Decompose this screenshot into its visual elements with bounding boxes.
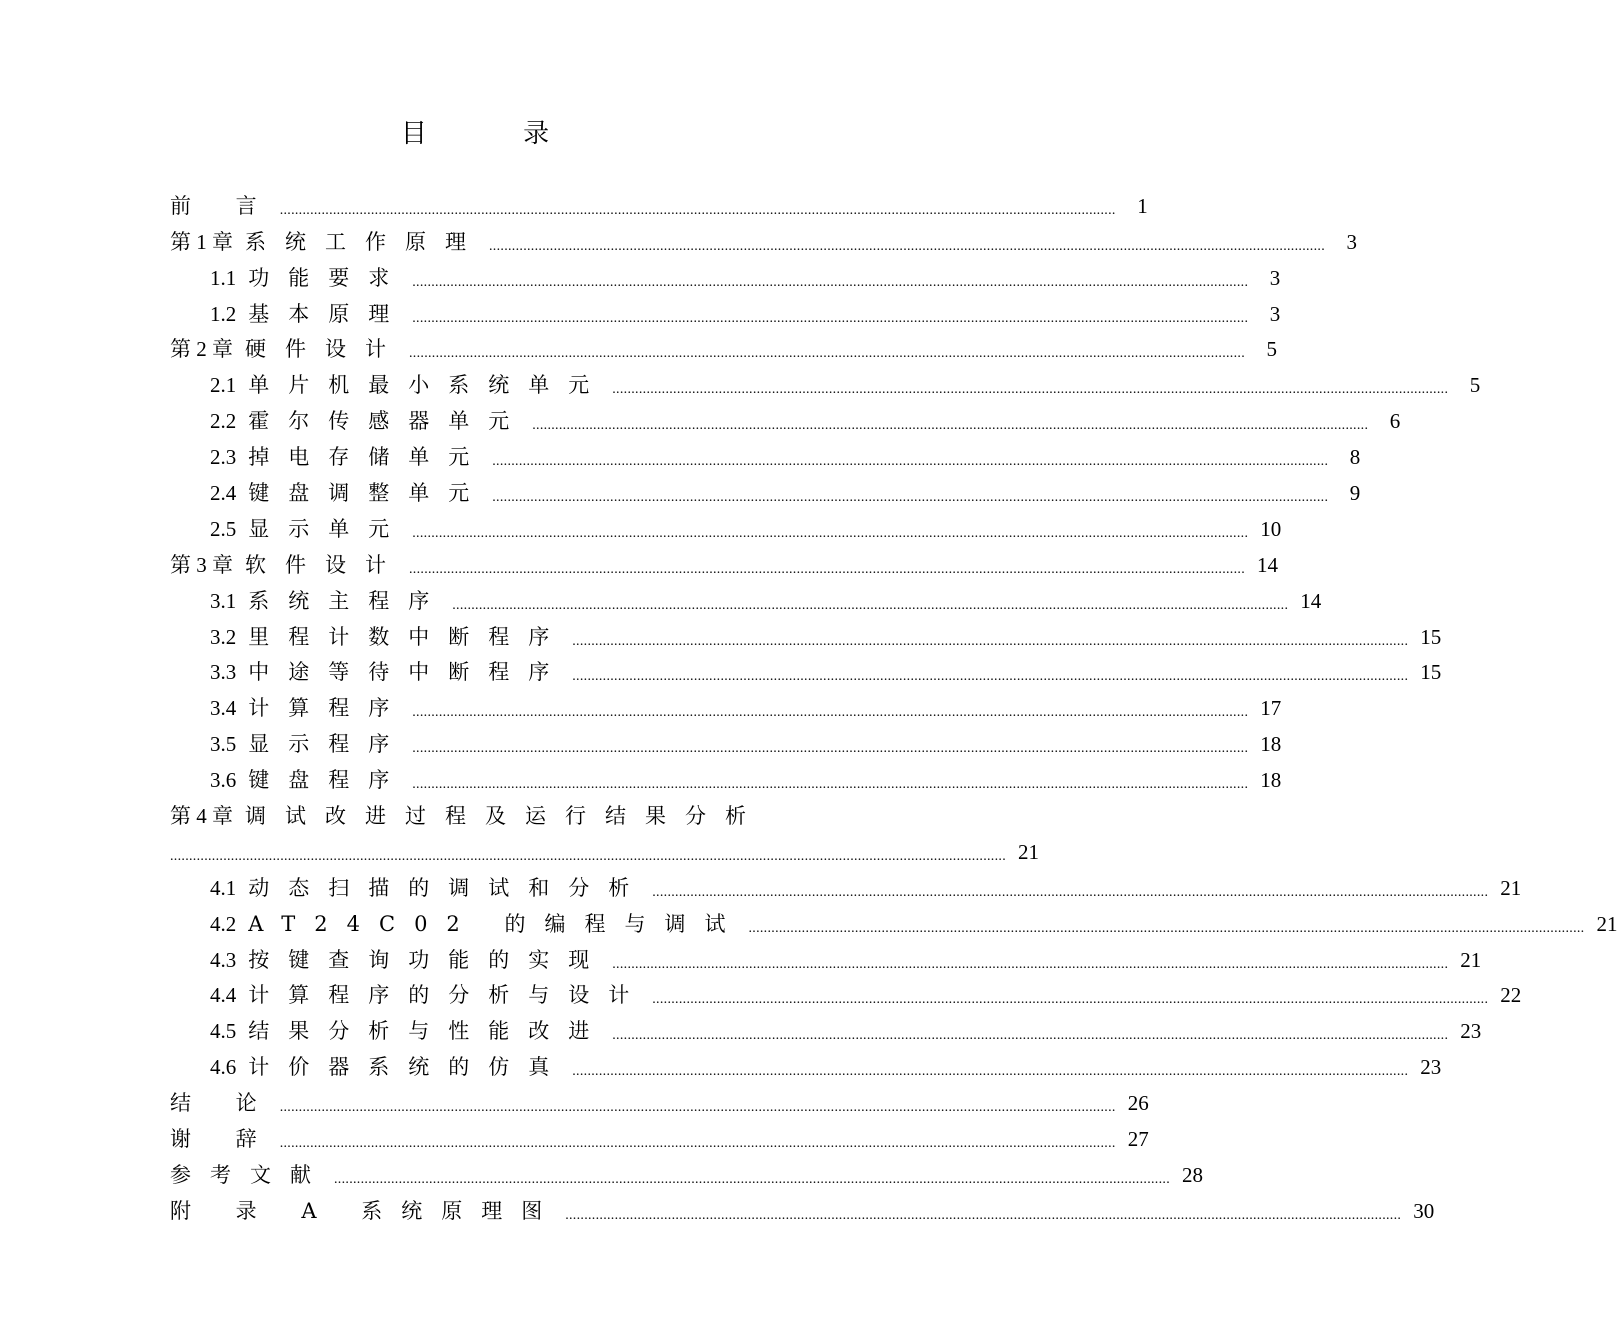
toc-entry-number: 2.1 — [210, 373, 237, 398]
toc-entry-label — [210, 726, 408, 762]
toc-entry[interactable] — [170, 978, 1522, 1014]
toc-entry-title: 计价器系统的仿真 — [248, 1055, 569, 1080]
toc-entry-label — [210, 1049, 568, 1085]
toc-entry[interactable] — [170, 260, 1281, 296]
toc-entry-number: 3.1 — [210, 588, 237, 613]
toc-dot-leader: ............................................................................................................................................................................................................................ — [170, 848, 1006, 864]
toc-entry-title: 参考文献 — [170, 1162, 330, 1187]
toc-entry[interactable] — [170, 906, 1617, 942]
toc-entry-title: 中途等待中断程序 — [248, 660, 569, 685]
toc-entry-label — [210, 942, 608, 978]
toc-entry-title: 调试改进过程及运行结果分析 — [245, 804, 765, 829]
toc-entry[interactable] — [170, 224, 1357, 260]
toc-page-number: 5 — [1469, 373, 1481, 398]
toc-entry-title: 系统主程序 — [248, 588, 449, 613]
toc-entry-title: 功能要求 — [248, 265, 409, 290]
toc-entry[interactable] — [170, 367, 1481, 403]
toc-dot-leader: ............................................................................................................................................................................................................................ — [412, 310, 1249, 326]
toc-entry-title: 单片机最小系统单元 — [248, 373, 609, 398]
toc-dot-leader: ............................................................................................................................................................................................................................ — [279, 1100, 1116, 1116]
toc-page-number: 21 — [1460, 947, 1482, 972]
toc-entry-title: 软件设计 — [245, 552, 405, 577]
toc-entry-title: 前 言 — [170, 193, 276, 218]
toc-page-number: 1 — [1137, 193, 1148, 218]
toc-entry-label — [170, 1085, 276, 1121]
toc-page-number: 21 — [1596, 911, 1617, 936]
toc-dot-leader: ............................................................................................................................................................................................................................ — [279, 1136, 1116, 1152]
toc-entry-label — [210, 403, 528, 439]
toc-entry[interactable] — [170, 870, 1522, 906]
toc-page-number: 14 — [1300, 588, 1322, 613]
toc-dot-leader: ............................................................................................................................................................................................................................ — [572, 1064, 1409, 1080]
toc-entry-label — [170, 224, 485, 260]
toc-dot-leader: ............................................................................................................................................................................................................................ — [412, 525, 1249, 541]
toc-entry-label — [210, 977, 648, 1013]
toc-entry-title: 附 录 A 系统原理图 — [170, 1198, 562, 1223]
toc-entry-title: 显示程序 — [248, 732, 409, 757]
toc-page-number: 6 — [1389, 409, 1401, 434]
toc-dot-leader: ............................................................................................................................................................................................................................ — [492, 454, 1329, 470]
toc-entry-number: 3.6 — [210, 768, 237, 793]
toc-page-number: 3 — [1269, 265, 1281, 290]
toc-entry-number: 3.2 — [210, 624, 237, 649]
toc-dot-leader: ............................................................................................................................................................................................................................ — [279, 202, 1116, 218]
toc-dot-leader: ............................................................................................................................................................................................................................ — [572, 633, 1409, 649]
toc-entry[interactable] — [170, 619, 1442, 655]
toc-dot-leader: ............................................................................................................................................................................................................................ — [489, 238, 1325, 254]
toc-dot-leader: ............................................................................................................................................................................................................................ — [612, 956, 1449, 972]
toc-entry-number: 4.4 — [210, 983, 237, 1008]
toc-dot-leader: ............................................................................................................................................................................................................................ — [532, 418, 1369, 434]
toc-entry-number: 4.3 — [210, 947, 237, 972]
toc-dot-leader: ............................................................................................................................................................................................................................ — [334, 1171, 1170, 1187]
toc-entry-number: 3.5 — [210, 732, 237, 757]
toc-entry-title: 霍尔传感器单元 — [248, 409, 529, 434]
toc-entry-label — [170, 1157, 330, 1193]
toc-entry[interactable] — [170, 798, 818, 834]
toc-entry-title: 硬件设计 — [245, 337, 405, 362]
toc-dot-leader: ............................................................................................................................................................................................................................ — [409, 346, 1245, 362]
toc-entry[interactable] — [170, 1013, 1482, 1049]
toc-page-number: 26 — [1127, 1091, 1149, 1116]
toc-entry-title: 键盘程序 — [248, 768, 409, 793]
toc-page-number: 5 — [1266, 337, 1277, 362]
toc-entry-number: 3.4 — [210, 696, 237, 721]
toc-entry-label — [210, 583, 448, 619]
toc-title: 目 录 — [400, 119, 594, 149]
toc-page-number: 3 — [1346, 229, 1357, 254]
toc-dot-leader: ............................................................................................................................................................................................................................ — [492, 490, 1329, 506]
toc-entry-label — [210, 690, 408, 726]
toc-page-number: 23 — [1460, 1019, 1482, 1044]
toc-entry-label — [170, 1121, 276, 1157]
toc-entry-title: 系统工作原理 — [245, 229, 485, 254]
toc-dot-leader: ............................................................................................................................................................................................................................ — [412, 274, 1249, 290]
toc-page-number: 10 — [1260, 516, 1282, 541]
toc-page-number: 14 — [1257, 552, 1278, 577]
toc-dot-leader: ............................................................................................................................................................................................................................ — [652, 992, 1489, 1008]
toc-entry[interactable] — [170, 475, 1361, 511]
toc-entry-number: 4.5 — [210, 1019, 237, 1044]
toc-entry[interactable] — [170, 1085, 1149, 1121]
toc-entry[interactable] — [170, 188, 1148, 224]
toc-entry[interactable] — [170, 332, 1277, 368]
toc-dot-leader: ............................................................................................................................................................................................................................ — [565, 1207, 1402, 1223]
toc-entry[interactable] — [170, 1157, 1203, 1193]
toc-entry-number: 4.2 — [210, 911, 237, 936]
toc-entry-number: 2.5 — [210, 516, 237, 541]
toc-entry-label — [170, 1193, 561, 1229]
toc-entry-title: 结 论 — [170, 1091, 276, 1116]
toc-entry-title: 里程计数中断程序 — [248, 624, 569, 649]
toc-entry-label — [210, 296, 408, 332]
toc-entry-number: 2.2 — [210, 409, 237, 434]
toc-entry-label — [170, 547, 405, 583]
toc-page-number: 17 — [1260, 696, 1282, 721]
toc-entry-title: 谢 辞 — [170, 1127, 276, 1152]
toc-page-number: 3 — [1269, 301, 1281, 326]
toc-entry-number: 第 3 章 — [170, 552, 233, 577]
toc-entry[interactable] — [170, 942, 1482, 978]
toc-entry[interactable] — [170, 690, 1282, 726]
toc-page-number: 28 — [1182, 1162, 1203, 1187]
toc-dot-leader: ............................................................................................................................................................................................................................ — [572, 669, 1409, 685]
toc-entry-number: 2.3 — [210, 445, 237, 470]
toc-dot-leader: ............................................................................................................................................................................................................................ — [748, 920, 1585, 936]
toc-entry[interactable] — [170, 834, 1039, 870]
toc-page-number: 8 — [1349, 445, 1361, 470]
toc-entry-title: 键盘调整单元 — [248, 481, 489, 506]
toc-entry-title: 计算程序的分析与设计 — [248, 983, 649, 1008]
toc-dot-leader: ............................................................................................................................................................................................................................ — [409, 561, 1245, 577]
toc-entry-label — [210, 1013, 608, 1049]
toc-entry-title: AT24C02 的编程与调试 — [248, 911, 745, 936]
toc-dot-leader: ............................................................................................................................................................................................................................ — [412, 705, 1249, 721]
toc-entry-title: 显示单元 — [248, 516, 409, 541]
toc-entry-label — [210, 654, 568, 690]
toc-page-number: 21 — [1500, 875, 1522, 900]
toc-entry[interactable] — [170, 1121, 1149, 1157]
toc-entry[interactable] — [170, 655, 1442, 691]
toc-entry-title: 计算程序 — [248, 696, 409, 721]
toc-entry[interactable] — [170, 1193, 1435, 1229]
toc-entry-title: 基本原理 — [248, 301, 409, 326]
toc-entry-title: 结果分析与性能改进 — [248, 1019, 609, 1044]
toc-entry[interactable] — [170, 762, 1282, 798]
toc-entry[interactable] — [170, 726, 1282, 762]
toc-page-number: 15 — [1420, 660, 1442, 685]
toc-entry-number: 1.1 — [210, 265, 237, 290]
toc-dot-leader: ............................................................................................................................................................................................................................ — [652, 884, 1489, 900]
toc-entry-label — [170, 188, 276, 224]
toc-entry-label — [210, 511, 408, 547]
toc-entry-label — [210, 260, 408, 296]
toc-entry[interactable] — [170, 439, 1361, 475]
toc-entry-number: 第 2 章 — [170, 337, 233, 362]
toc-entry-number: 3.3 — [210, 660, 237, 685]
toc-page-number: 15 — [1420, 624, 1442, 649]
toc-entry-label — [210, 619, 568, 655]
toc-entry-number: 4.1 — [210, 875, 237, 900]
table-of-contents — [170, 188, 1617, 1229]
toc-entry[interactable] — [170, 583, 1322, 619]
toc-entry-label — [170, 798, 765, 834]
toc-page-number: 18 — [1260, 768, 1282, 793]
toc-entry-title: 动态扫描的调试和分析 — [248, 875, 649, 900]
toc-entry-label — [210, 870, 648, 906]
toc-dot-leader: ............................................................................................................................................................................................................................ — [412, 777, 1249, 793]
toc-entry-label — [210, 475, 488, 511]
toc-entry-number: 2.4 — [210, 481, 237, 506]
toc-page-number: 21 — [1018, 839, 1039, 864]
toc-dot-leader: ............................................................................................................................................................................................................................ — [452, 597, 1289, 613]
toc-page-number: 27 — [1127, 1127, 1149, 1152]
toc-dot-leader: ............................................................................................................................................................................................................................ — [612, 1028, 1449, 1044]
toc-page-number: 30 — [1413, 1198, 1435, 1223]
toc-entry-label — [210, 906, 744, 942]
toc-entry[interactable] — [170, 511, 1282, 547]
toc-entry[interactable] — [170, 403, 1401, 439]
toc-dot-leader: ............................................................................................................................................................................................................................ — [612, 382, 1449, 398]
toc-entry-number: 1.2 — [210, 301, 237, 326]
toc-entry-label — [170, 331, 405, 367]
toc-entry[interactable] — [170, 1049, 1442, 1085]
toc-page-number: 22 — [1500, 983, 1522, 1008]
toc-entry-label — [210, 439, 488, 475]
toc-entry-title: 按键查询功能的实现 — [248, 947, 609, 972]
toc-entry-number: 第 1 章 — [170, 229, 233, 254]
toc-page-number: 23 — [1420, 1055, 1442, 1080]
toc-page-number: 18 — [1260, 732, 1282, 757]
toc-entry-number: 第 4 章 — [170, 804, 233, 829]
toc-page-number: 9 — [1349, 481, 1361, 506]
toc-entry-title: 掉电存储单元 — [248, 445, 489, 470]
toc-entry[interactable] — [170, 547, 1278, 583]
toc-entry-label — [210, 367, 608, 403]
toc-dot-leader: ............................................................................................................................................................................................................................ — [412, 741, 1249, 757]
toc-entry[interactable] — [170, 296, 1281, 332]
toc-entry-number: 4.6 — [210, 1055, 237, 1080]
toc-entry-label — [210, 762, 408, 798]
